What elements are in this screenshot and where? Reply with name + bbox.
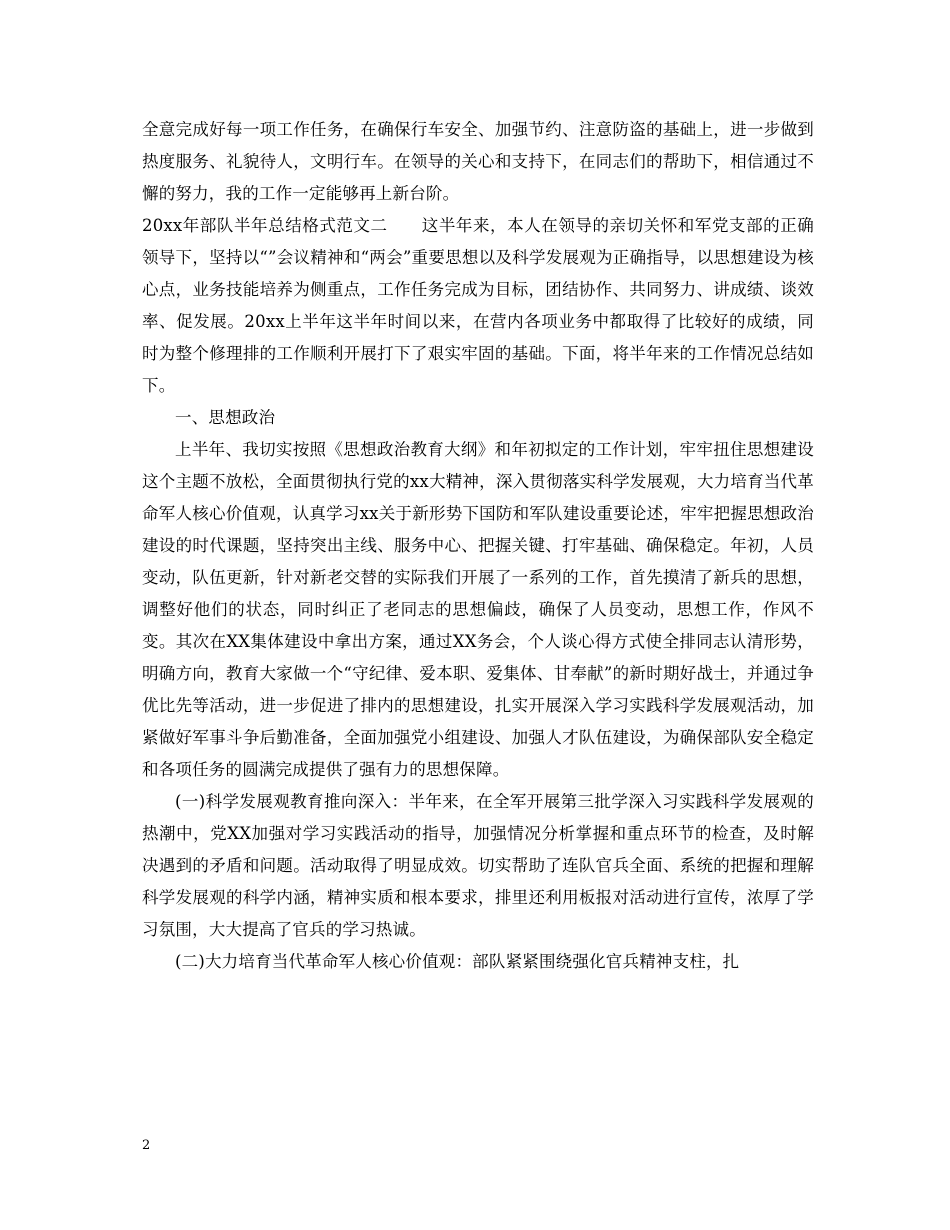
paragraph-2: 20xx年部队半年总结格式范文二 这半年来，本人在领导的亲切关怀和军党支部的正确领导下，坚持以“”会议精神和“两会”重要思想以及科学发展观为正确指导，以思想建设为核心点，业务技能培养为侧重点，工作任务完成为目标，团结协作、共同努力、讲成绩、谈效率、促发展。20xx上半年这半年时间以来，在营内各项业务中都取得了比较好的成绩，同时为整个修理排的工作顺利开展打下了艰实牢固的基础。下面，将半年来的工作情况总结如下。 <box>142 216 814 395</box>
document-body <box>142 114 814 978</box>
paragraph-5: (二)大力培育当代革命军人核心价值观：部队紧紧围绕强化官兵精神支柱，扎 <box>175 952 740 971</box>
paragraph-1: 全意完成好每一项工作任务，在确保行车安全、加强节约、注意防盗的基础上，进一步做到热度服务、礼貌待人，文明行车。在领导的关心和支持下，在同志们的帮助下，相信通过不懈的努力，我的工作一定能够再上新台阶。 <box>142 120 814 203</box>
paragraph-4: (一)科学发展观教育推向深入：半年来，在全军开展第三批学深入习实践科学发展观的热潮中，党XX加强对学习实践活动的指导，加强情况分析掌握和重点环节的检查，及时解决遇到的矛盾和问题。活动取得了明显成效。切实帮助了连队官兵全面、系统的把握和理解科学发展观的科学内涵，精神实质和根本要求，排里还利用板报对活动进行宣传，浓厚了学习氛围，大大提高了官兵的学习热诚。 <box>142 792 814 939</box>
section-heading: 一、思想政治 <box>175 408 276 427</box>
paragraph-3: 上半年、我切实按照《思想政治教育大纲》和年初拟定的工作计划，牢牢扭住思想建设这个主题不放松，全面贯彻执行党的xx大精神，深入贯彻落实科学发展观，大力培育当代革命军人核心价值观，认真学习xx关于新形势下国防和军队建设重要论述，牢牢把握思想政治建设的时代课题，坚持突出主线、服务中心、把握关键、打牢基础、确保稳定。年初，人员变动，队伍更新，针对新老交替的实际我们开展了一系列的工作，首先摸清了新兵的思想，调整好他们的状态，同时纠正了老同志的思想偏歧，确保了人员变动，思想工作，作风不变。其次在XX集体建设中拿出方案，通过XX务会，个人谈心得方式使全排同志认清形势，明确方向，教育大家做一个“守纪律、爱本职、爱集体、甘奉献”的新时期好战士，并通过争优比先等活动，进一步促进了排内的思想建设，扎实开展深入学习实践科学发展观活动，加紧做好军事斗争后勤准备，全面加强党小组建设、加强人才队伍建设，为确保部队安全稳定和各项任务的圆满完成提供了强有力的思想保障。 <box>142 440 814 779</box>
page-number: 2 <box>142 1138 151 1153</box>
